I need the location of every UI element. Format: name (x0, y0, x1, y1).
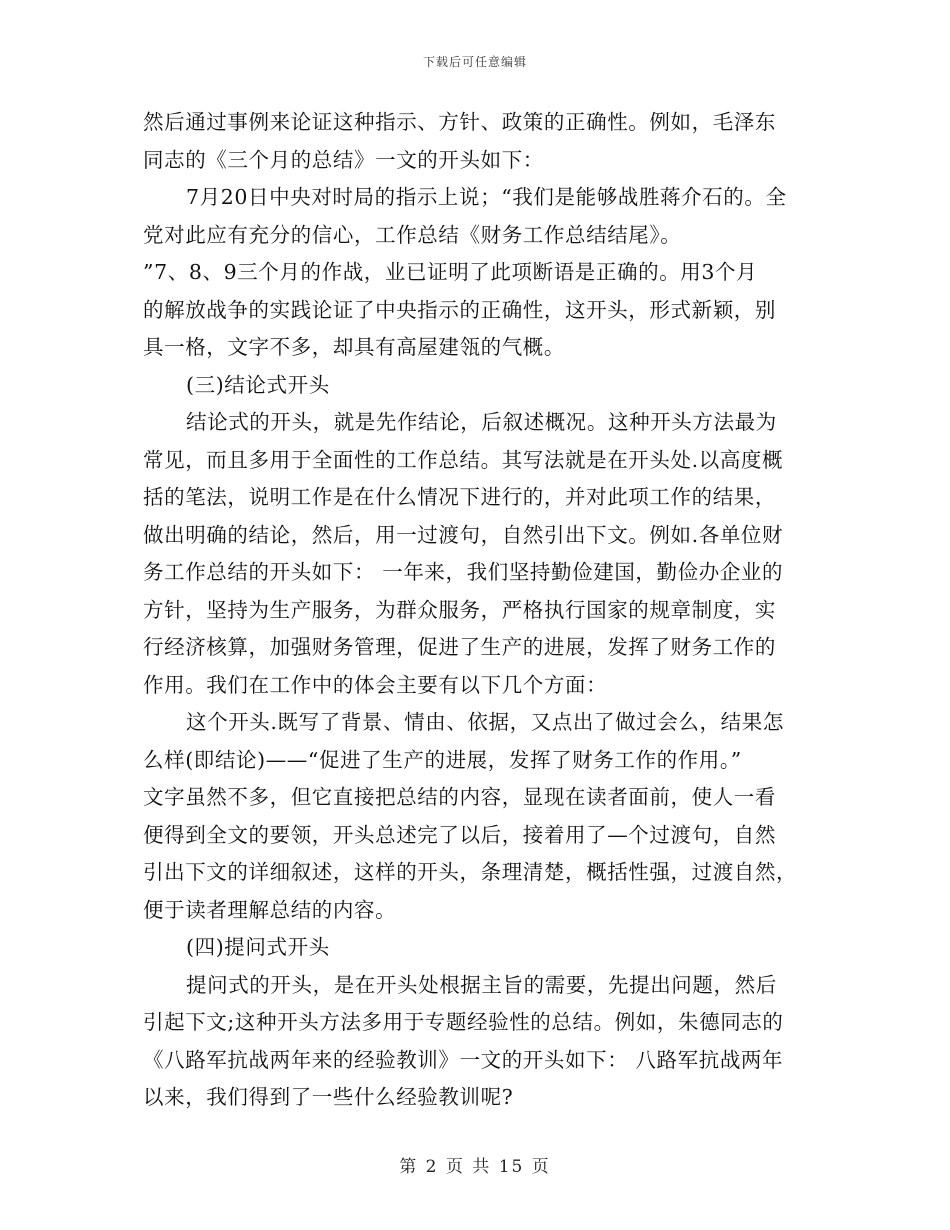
text-line: 结论式的开头，就是先作结论，后叙述概况。这种开头方法最为 (186, 410, 777, 434)
text-line: 同志的《三个月的总结》一文的开头如下： (143, 147, 544, 172)
text-line: 这个开头.既写了背景、情由、依据，又点出了做过会么，结果怎 (186, 710, 784, 734)
text-line: 提问式的开头，是在开头处根据主旨的需要，先提出问题，然后 (186, 972, 777, 997)
text-line: 务工作总结的开头如下： 一年来，我们坚持勤俭建国，勤俭办企业的 (143, 560, 784, 584)
text-line: 的解放战争的实践论证了中央指示的正确性，这开头，形式新颖，别 (143, 297, 776, 322)
text-line: 么样(即结论)——“促进了生产的进展，发挥了财务工作的作用。” (143, 747, 742, 772)
text-line: 常见，而且多用于全面性的工作总结。其写法就是在开头处.以高度概 (143, 447, 784, 472)
text-line: 然后通过事例来论证这种指示、方针、政策的正确性。例如，毛泽东 (143, 110, 776, 134)
text-line: 做出明确的结论，然后，用一过渡句，自然引出下文。例如.各单位财 (143, 522, 784, 547)
page-header: 下载后可任意编辑 (422, 55, 527, 69)
text-line: 行经济核算，加强财务管理，促进了生产的进展，发挥了财务工作的 (143, 635, 776, 659)
text-line: 方针，坚持为生产服务，为群众服务，严格执行国家的规章制度，实 (143, 597, 776, 622)
text-line: 文字虽然不多，但它直接把总结的内容，显现在读者面前，使人一看 (143, 785, 776, 809)
document-body (143, 104, 815, 1117)
text-line: 括的笔法，说明工作是在什么情况下进行的，并对此项工作的结果， (143, 485, 776, 509)
text-line: 7月20日中央对时局的指示上说；“我们是能够战胜蒋介石的。全 (186, 185, 787, 209)
text-line: 具一格，文字不多，却具有高屋建瓴的气概。 (143, 335, 565, 359)
text-line: ”7、8、9三个月的作战，业已证明了此项断语是正确的。用3个月 (143, 260, 758, 284)
text-line: 引起下文;这种开头方法多用于专题经验性的总结。例如，朱德同志的 (143, 1010, 784, 1034)
text-line: 便于读者理解总结的内容。 (143, 897, 397, 922)
text-line: 以来，我们得到了一些什么经验教训呢? (143, 1085, 514, 1109)
section-heading: (三)结论式开头 (186, 372, 330, 397)
page-footer: 第 2 页 共 15 页 (399, 1157, 551, 1177)
text-line: 便得到全文的要领，开头总述完了以后，接着用了—个过渡句，自然 (143, 822, 776, 847)
text-line: 党对此应有充分的信心，工作总结《财务工作总结结尾》。 (143, 222, 682, 247)
text-line: 《八路军抗战两年来的经验教训》一文的开头如下： 八路军抗战两年 (143, 1047, 784, 1072)
text-line: 作用。我们在工作中的体会主要有以下几个方面： (143, 672, 608, 697)
section-heading: (四)提问式开头 (186, 935, 330, 959)
text-line: 引出下文的详细叙述，这样的开头，条理清楚，概括性强，过渡自然， (143, 860, 798, 884)
